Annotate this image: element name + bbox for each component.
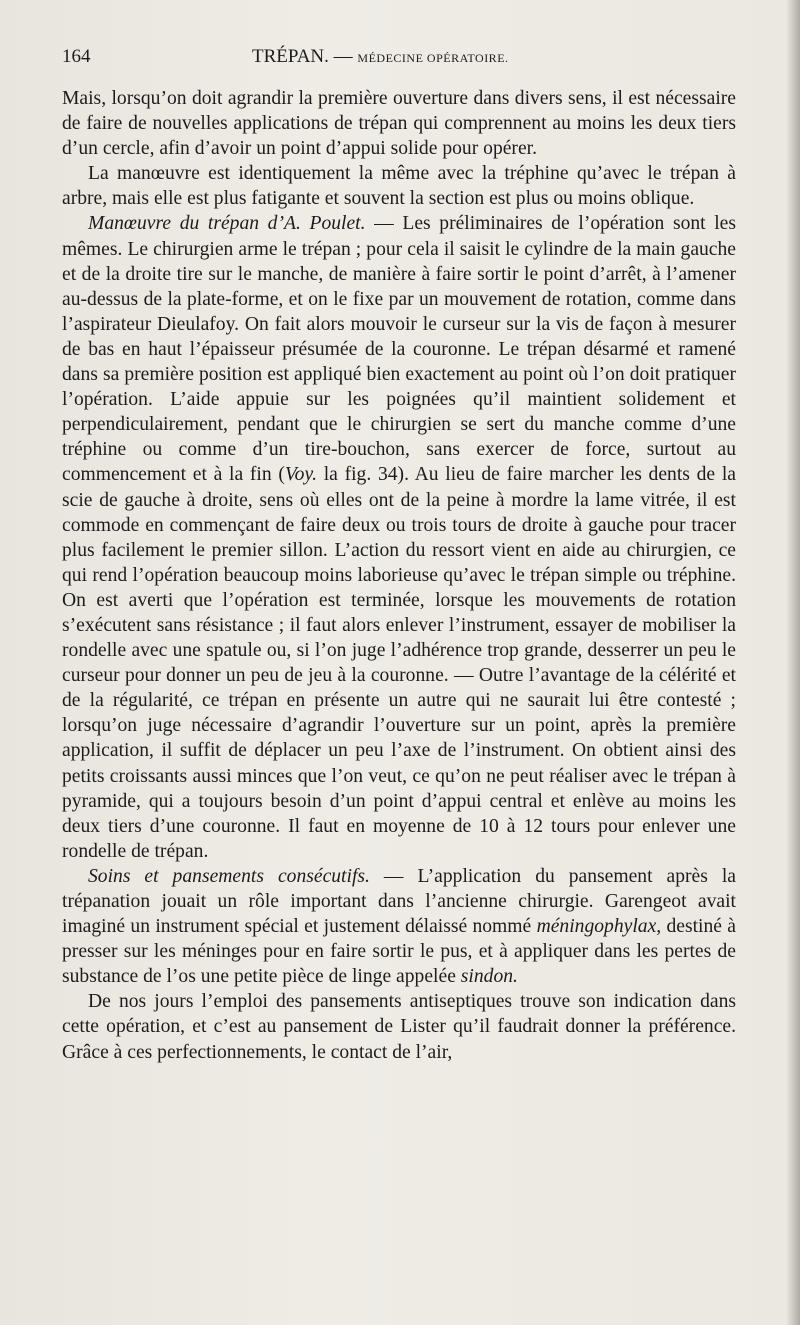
paragraph-4-text: — L’application du pansement après la trépanation jouait un rôle important dans l’ancienne chirurgie. Garengeot avait imaginé un instrument spécial et justement délaissé nommé <box>62 865 736 938</box>
paragraph-4 <box>62 864 736 989</box>
paragraph-3-text: — Les préliminaires de l’opération sont les mêmes. Le chirurgien arme le trépan ; pour cela il saisit le cylindre de la main gauche et de la droite tire sur le manche, de manière à faire sortir le point d’arrêt, à l’amener au-dessus de la plate-forme, et on le fixe par un mouvement de rotation, comme dans l’aspirateur Dieulafoy. On fait alors mouvoir le curseur sur la vis de façon à mesurer de bas en haut l’épaisseur présumée de la couronne. Le trépan désarmé et ramené dans sa première position est appliqué bien exactement au point où l’on doit pratiquer l’opération. L’aide appuie sur les poignées qu’il maintient solidement et perpendiculairement, pendant que le chirurgien se sert du manche comme d’une tréphine ou comme d’un tire-bouchon, sans exercer de force, surtout au commencement et à la fin ( <box>62 213 736 486</box>
page-edge-shadow <box>786 0 800 1325</box>
figure-ref-voy: Voy. <box>284 464 317 486</box>
paragraph-3-text-cont: la fig. 34). Au lieu de faire marcher les dents de la scie de gauche à droite, sens où elles ont de la peine à mordre la lame vitrée, il est commode en commençant de faire deux ou trois tours de droite à gauche pour tracer plus facilement le premier sillon. L’action du ressort vient en aide au chirurgien, ce qui rend l’opération beaucoup moins laborieuse qu’avec le trépan simple ou tréphine. On est averti que l’opération est terminée, lorsque les mouvements de rotation s’exécutent sans résistance ; il faut alors enlever l’instrument, essayer de mobiliser la rondelle avec une spatule ou, si l’on juge l’adhérence trop grande, desserrer un peu le curseur pour donner un peu de jeu à la couronne. — Outre l’avantage de la célérité et de la régularité, ce trépan en présente un autre qui ne saurait lui être contesté ; lorsqu’on juge nécessaire d’agrandir l’ouverture sur un point, après la première application, il suffit de déplacer un peu l’axe de l’instrument. On obtient ainsi des petits croissants aussi minces que l’on veut, ce qu’on ne peut réaliser avec le trépan à pyramide, qui a toujours besoin d’un point d’appui central et enlève au moins les deux tiers d’une couronne. Il faut en moyenne de 10 à 12 tours pour enlever une rondelle de trépan. <box>62 464 736 862</box>
running-header <box>62 46 736 74</box>
section-heading-soins: Soins et pansements consécutifs. <box>88 865 370 887</box>
body-text <box>62 86 736 1065</box>
paragraph-4-text-cont: destiné à presser sur les méninges pour en faire sortir le pus, et à appliquer dans les pertes de substance de l’os une petite pièce de linge appelée <box>62 916 736 988</box>
term-sindon: sindon. <box>460 966 518 988</box>
running-title <box>252 46 632 68</box>
paragraph-1: Mais, lorsqu’on doit agrandir la première ouverture dans divers sens, il est nécessaire de faire de nouvelles applications de trépan qui comprennent au moins les deux tiers d’un cercle, afin d’avoir un point d’appui solide pour opérer. <box>62 88 736 160</box>
page-number: 164 <box>62 46 91 67</box>
paragraph-5: De nos jours l’emploi des pansements antiseptiques trouve son indication dans cette opération, et c’est au pansement de Lister qu’il faudrait donner la préférence. Grâce à ces perfectionnements, le contact de l’air, <box>62 991 736 1063</box>
header-title: TRÉPAN. <box>252 46 329 67</box>
paragraph-2: La manœuvre est identiquement la même avec la tréphine qu’avec le trépan à arbre, mais elle est plus fatigante et souvent la section est plus ou moins oblique. <box>62 163 736 210</box>
term-meningophylax: méningophylax, <box>536 916 662 938</box>
header-dash: — <box>333 46 353 67</box>
section-heading-poulet: Manœuvre du trépan d’A. Poulet. <box>88 213 366 235</box>
paragraph-3 <box>62 211 736 863</box>
header-subtitle: MÉDECINE OPÉRATOIRE. <box>357 51 509 65</box>
